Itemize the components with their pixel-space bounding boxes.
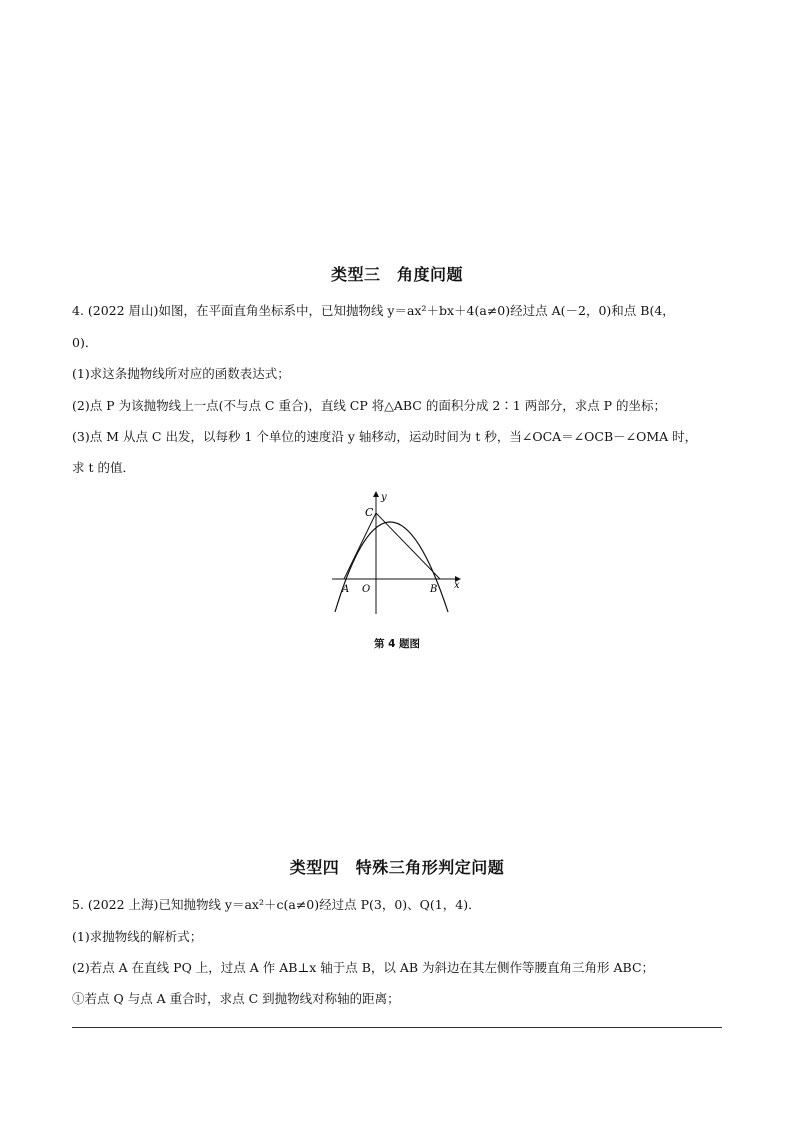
question-5-stem: 5. (2022 上海)已知抛物线 y＝ax²＋c(a≠0)经过点 P(3，0)、Q(1，4)． (72, 897, 481, 912)
section-title-special-triangle: 类型四 特殊三角形判定问题 (289, 858, 505, 877)
label-y: y (381, 492, 387, 503)
label-c: C (365, 506, 374, 519)
question-4-stem: 4. (2022 眉山)如图，在平面直角坐标系中，已知抛物线 y＝ax²＋bx＋4(a≠0)经过点 A(－2，0)和点 B(4， (72, 303, 675, 318)
label-x: x (454, 580, 460, 591)
parabola-figure (326, 488, 468, 616)
question-5-part-1: (1)求抛物线的解析式； (72, 929, 203, 944)
question-5-part-2: (2)若点 A 在直线 PQ 上，过点 A 作 AB⊥x 轴于点 B，以 AB 为斜边在其左侧作等腰直角三角形 ABC； (72, 960, 655, 975)
question-4-part-1: (1)求这条抛物线所对应的函数表达式； (72, 366, 290, 381)
question-5-part-2-sub-1: ①若点 Q 与点 A 重合时，求点 C 到抛物线对称轴的距离； (72, 991, 400, 1006)
label-b: B (430, 584, 438, 595)
question-4-part-3: (3)点 M 从点 C 出发，以每秒 1 个单位的速度沿 y 轴移动，运动时间为 t 秒，当∠OCA＝∠OCB－∠OMA 时， (72, 429, 698, 444)
question-4-stem-continued: 0)． (72, 335, 98, 350)
question-4-part-3-continued: 求 t 的值． (72, 460, 135, 475)
parabola-curve (335, 522, 448, 612)
figure-caption: 第 4 题图 (373, 638, 421, 650)
question-4-part-2: (2)点 P 为该抛物线上一点(不与点 C 重合)，直线 CP 将△ABC 的面积分成 2∶1 两部分，求点 P 的坐标； (72, 398, 667, 413)
segment-cb (376, 513, 440, 579)
segment-ac (344, 513, 376, 579)
label-a: A (342, 584, 350, 595)
footer-divider (72, 1027, 722, 1028)
section-title-angle: 类型三 角度问题 (330, 265, 463, 284)
label-o: O (362, 584, 371, 595)
